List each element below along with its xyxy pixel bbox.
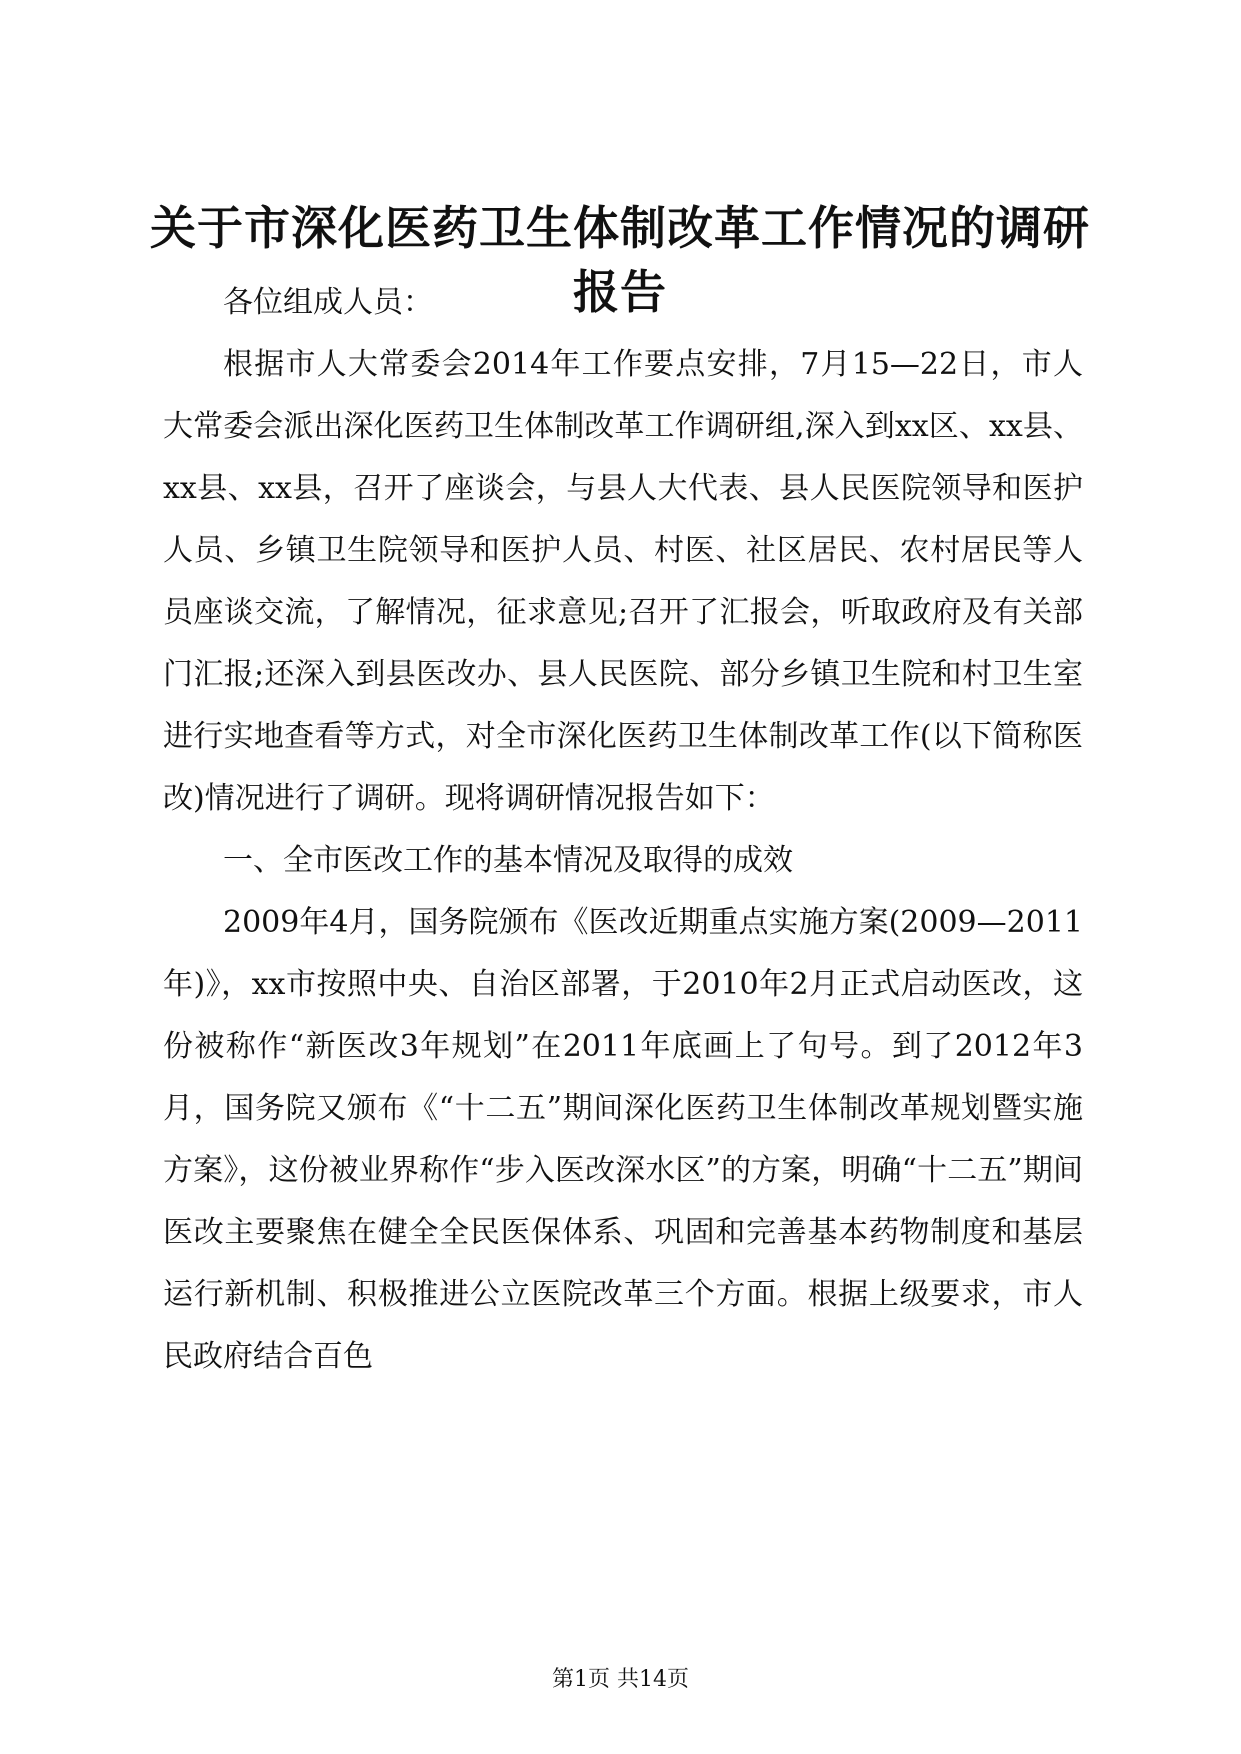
document-body (163, 272, 1083, 1388)
intro-paragraph: 根据市人大常委会2014年工作要点安排，7月15—22日，市人大常委会派出深化医药卫生体制改革工作调研组,深入到xx区、xx县、xx县、xx县，召开了座谈会，与县人大代表、县人民医院领导和医护人员、乡镇卫生院领导和医护人员、村医、社区居民、农村居民等人员座谈交流，了解情况，征求意见;召开了汇报会，听取政府及有关部门汇报;还深入到县医改办、县人民医院、部分乡镇卫生院和村卫生室进行实地查看等方式，对全市深化医药卫生体制改革工作(以下简称医改)情况进行了调研。现将调研情况报告如下： (163, 347, 1083, 816)
page-footer: 第1页 共14页 (552, 1667, 689, 1692)
salutation-paragraph: 各位组成人员： (223, 285, 433, 320)
body-paragraph: 2009年4月，国务院颁布《医改近期重点实施方案(2009—2011年)》，xx市按照中央、自治区部署，于2010年2月正式启动医改，这份被称作“新医改3年规划”在2011年底画上了句号。到了2012年3月，国务院又颁布《“十二五”期间深化医药卫生体制改革规划暨实施方案》，这份被业界称作“步入医改深水区”的方案，明确“十二五”期间医改主要聚焦在健全全民医保体系、巩固和完善基本药物制度和基层运行新机制、积极推进公立医院改革三个方面。根据上级要求，市人民政府结合百色 (163, 905, 1083, 1374)
section-heading: 一、全市医改工作的基本情况及取得的成效 (223, 843, 793, 878)
document-title: 关于市深化医药卫生体制改革工作情况的调研报告 (150, 201, 1090, 319)
